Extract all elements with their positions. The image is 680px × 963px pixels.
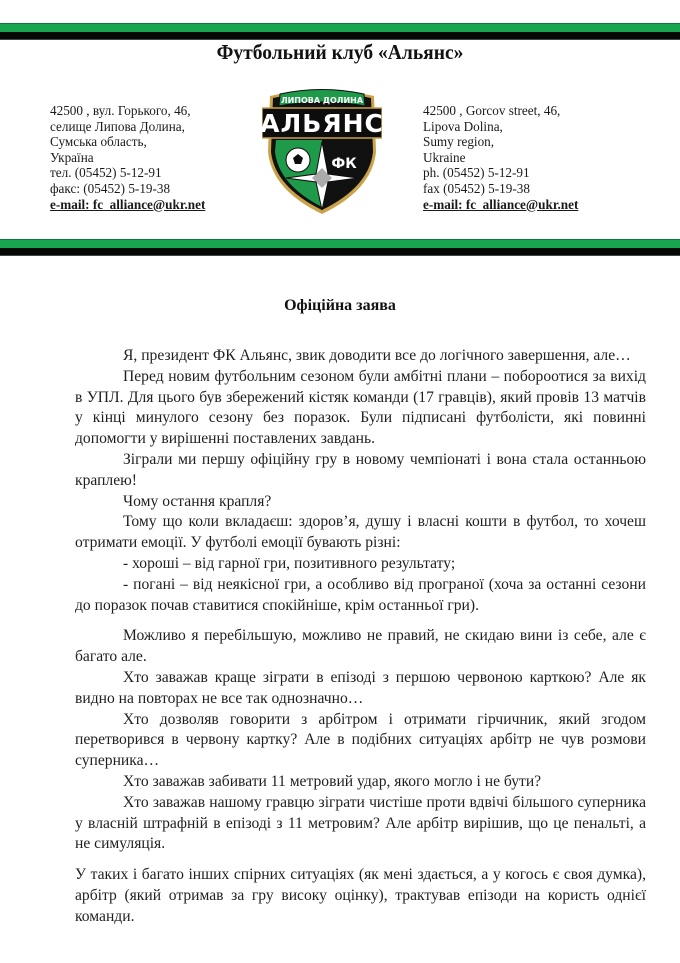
header-bottom-stripe: [0, 239, 680, 256]
bullet-item: - хороші – від гарної гри, позитивного результату;: [123, 554, 456, 572]
email-link[interactable]: e-mail: fc_alliance@ukr.net: [423, 196, 579, 212]
paragraph: Чому остання крапля?: [123, 492, 272, 510]
paragraph: Я, президент ФК Альянс, звик доводити все до логічного завершення, але…: [123, 347, 631, 364]
phone-line: тел. (05452) 5-12-91: [50, 165, 162, 181]
paragraph: У таких і багато інших спірних ситуаціях (як мені здається, а у когось є своя думка), арбітр (який отримав за гру високу оцінку), трактував епізоди на користь однієї команди.: [75, 866, 646, 925]
paragraph: Перед новим футбольним сезоном були амбітні плани – побороотися за вихід в УПЛ. Для цього був збережений кістяк команди (17 гравців), який провів 13 матчів у кінці минулого сезону без поразок. Були підписані футболісти, які повинні допомогти у вирішенні поставлених завдань.: [75, 367, 646, 448]
address-line: селище Липова Долина,: [50, 118, 185, 134]
fax-line: факс: (05452) 5-19-38: [50, 180, 171, 196]
paragraph: Хто заважав краще зіграти в епізоді з першою червоною карткою? Але як видно на повторах не все так однозначно…: [75, 668, 646, 707]
address-line: Україна: [50, 149, 94, 165]
address-block-ukrainian: [50, 103, 205, 212]
paragraph: Хто заважав забивати 11 метровий удар, якого могло і не бути?: [123, 772, 542, 790]
address-line: Сумська область,: [50, 134, 147, 150]
club-logo: [262, 82, 382, 216]
address-block-english: [423, 103, 578, 212]
fax-line: fax (05452) 5-19-38: [423, 180, 530, 196]
address-line: 42500 , Gorcov street, 46,: [423, 103, 561, 118]
statement-title: Офіційна заява: [284, 297, 396, 314]
svg-text:ФК: ФК: [331, 156, 357, 172]
paragraph: Хто заважав нашому гравцю зіграти чистіше проти вдвічі більшого суперника у власній штрафній в епізоді з 11 метровим? Але арбітр вирішив, що це пенальті, а не симуляція.: [75, 793, 646, 853]
address-line: Sumy region,: [423, 134, 495, 150]
statement-body: [75, 346, 646, 928]
paragraph: Зіграли ми першу офіційну гру в новому чемпіонаті і вона стала останньою краплею!: [75, 450, 646, 489]
green-stripe: [0, 23, 680, 32]
email-link[interactable]: e-mail: fc_alliance@ukr.net: [50, 196, 206, 212]
address-line: Ukraine: [423, 149, 466, 165]
bullet-item: - погані – від неякісної гри, а особливо від програної (хоча за останні сезони до поразок почав ставитися спокійніше, крім останньої гри).: [75, 575, 646, 614]
address-line: Lipova Dolina,: [423, 118, 503, 134]
paragraph: Можливо я перебільшую, можливо не правий, не скидаю вини із себе, але є багато але.: [75, 627, 646, 666]
shield-crest-icon: [262, 82, 382, 216]
paragraph: Хто дозволяв говорити з арбітром і отримати гірчичник, який згодом перетворився в червону картку? Але в подібних ситуаціях арбітр не чув розмови суперника…: [75, 710, 646, 770]
svg-text:ЛИПОВА ДОЛИНА: ЛИПОВА ДОЛИНА: [280, 96, 364, 105]
address-line: 42500 , вул. Горького, 46,: [50, 103, 191, 118]
black-stripe: [0, 248, 680, 256]
svg-text:АЛЬЯНС: АЛЬЯНС: [262, 109, 382, 138]
black-stripe: [0, 32, 680, 40]
club-name-heading: Футбольний клуб «Альянс»: [216, 40, 464, 64]
header-top-stripe: [0, 23, 680, 40]
green-stripe: [0, 239, 680, 248]
paragraph: Тому що коли вкладаєш: здоров’я, душу і власні кошти в футбол, то хочеш отримати емоції. У футболі емоції бувають різні:: [75, 513, 646, 552]
phone-line: ph. (05452) 5-12-91: [423, 165, 530, 181]
